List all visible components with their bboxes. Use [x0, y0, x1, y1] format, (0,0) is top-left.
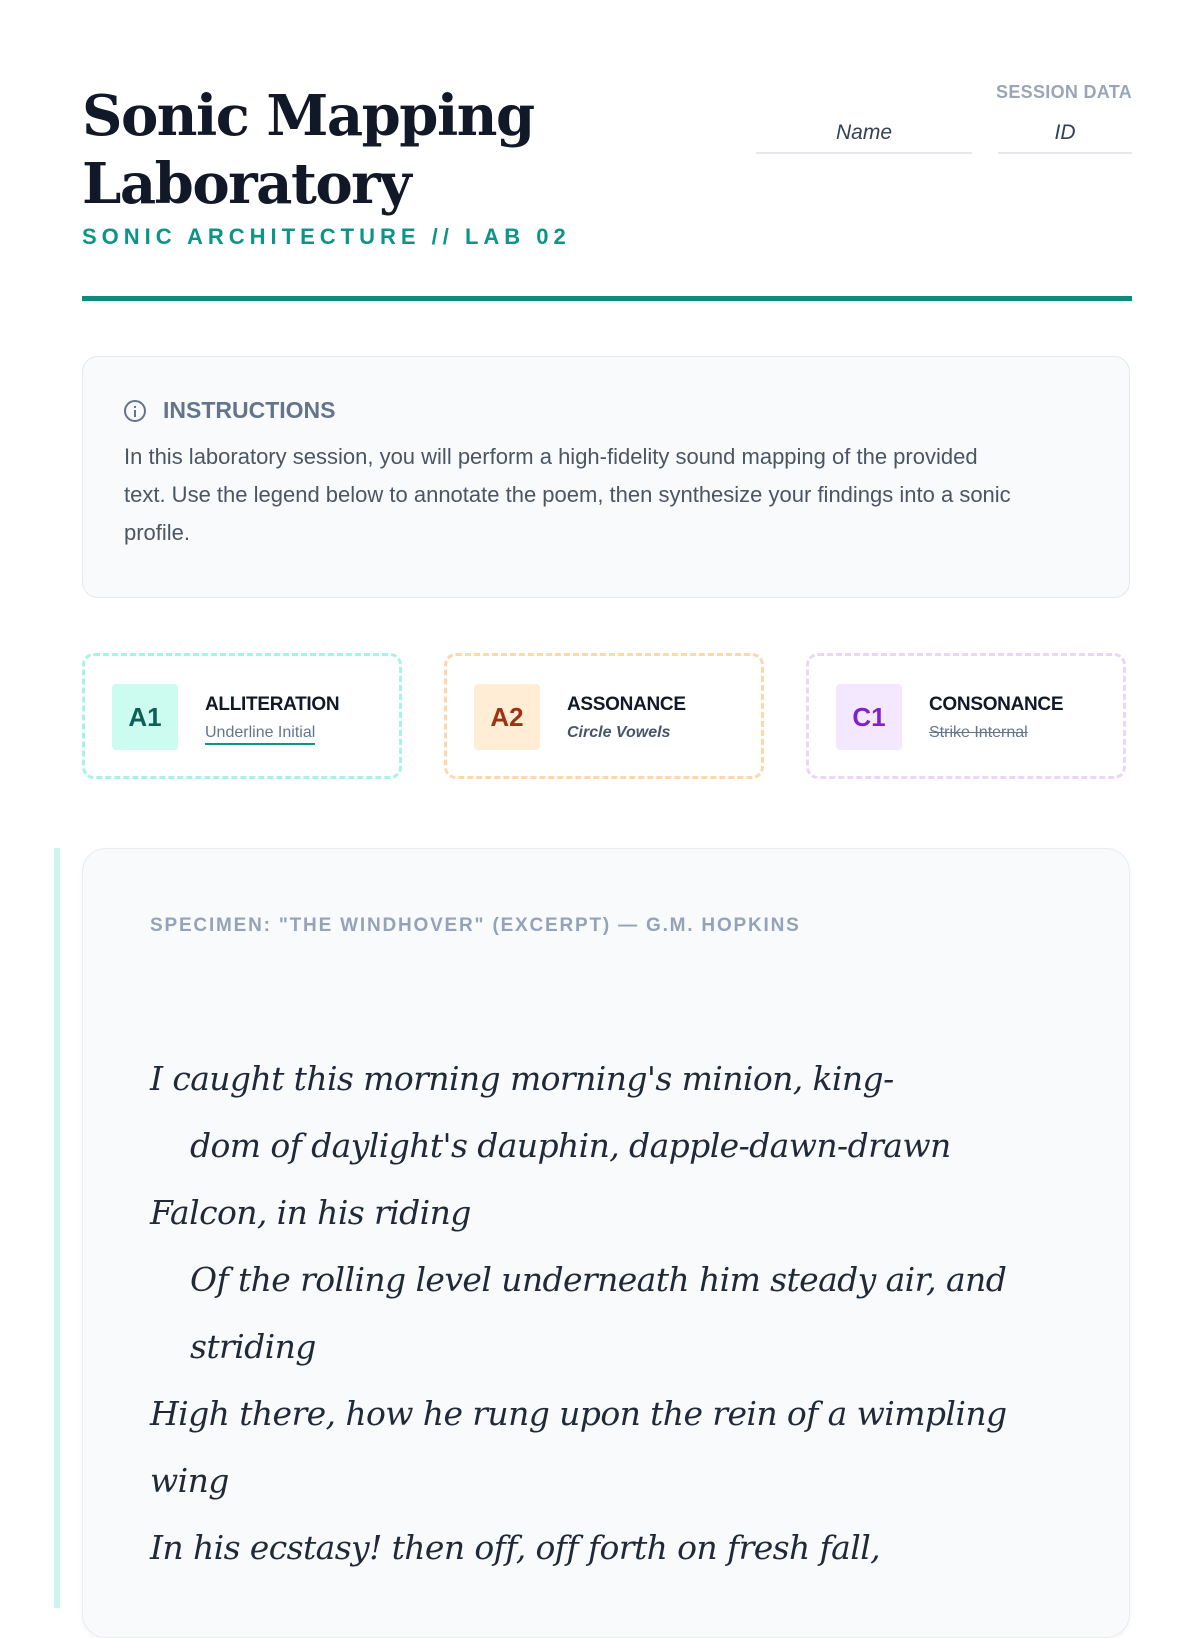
legend-badge: C1 [836, 684, 902, 750]
poem-text [150, 1045, 1050, 1581]
legend-name: ALLITERATION [205, 694, 340, 715]
legend-badge: A1 [112, 684, 178, 750]
header [82, 82, 1132, 302]
legend-style: Underline Initial [205, 724, 315, 745]
instructions-text: In this laboratory session, you will perform a high-fidelity sound mapping of the provided text. Use the legend below to annotate the poem, then synthesize your findings into a sonic profile. [124, 444, 1011, 545]
legend-name: CONSONANCE [929, 694, 1064, 715]
page-title: Sonic Mapping Laboratory [82, 83, 534, 217]
instructions-panel [82, 356, 1130, 598]
legend-card-consonance [806, 653, 1126, 779]
legend-style-wrap [205, 724, 315, 742]
legend-badge: A2 [474, 684, 540, 750]
specimen-panel [82, 848, 1130, 1638]
poem-line[interactable]: High there, how he rung upon the rein of a wimpling wing [150, 1394, 1007, 1500]
legend-style: Circle Vowels [567, 724, 671, 741]
session-data-label: SESSION DATA [996, 82, 1132, 102]
header-divider [82, 296, 1132, 301]
legend-card-alliteration [82, 653, 402, 779]
legend-name: ASSONANCE [567, 694, 686, 715]
legend-style-wrap [929, 724, 1028, 742]
instructions-title: INSTRUCTIONS [163, 397, 336, 423]
instructions-heading [124, 397, 1089, 424]
poem-line[interactable]: Of the rolling level underneath him steady air, and striding [190, 1260, 1007, 1366]
info-icon [124, 400, 146, 422]
specimen-accent-bar [54, 848, 60, 1608]
poem-line[interactable]: I caught this morning morning's minion, king- [150, 1059, 894, 1098]
id-field[interactable]: ID [998, 116, 1132, 154]
name-field[interactable]: Name [756, 116, 972, 154]
legend-style: Strike Internal [929, 724, 1028, 741]
page-subtitle: SONIC ARCHITECTURE // LAB 02 [82, 224, 571, 249]
poem-line[interactable]: dom of daylight's dauphin, dapple-dawn-drawn [190, 1126, 951, 1165]
legend-style-wrap [567, 724, 670, 742]
poem-line[interactable]: In his ecstasy! then off, off forth on fresh fall, [150, 1528, 881, 1567]
legend-card-assonance [444, 653, 764, 779]
specimen-label: SPECIMEN: "THE WINDHOVER" (EXCERPT) — G.M. HOPKINS [150, 915, 801, 936]
poem-line[interactable]: Falcon, in his riding [150, 1193, 471, 1232]
